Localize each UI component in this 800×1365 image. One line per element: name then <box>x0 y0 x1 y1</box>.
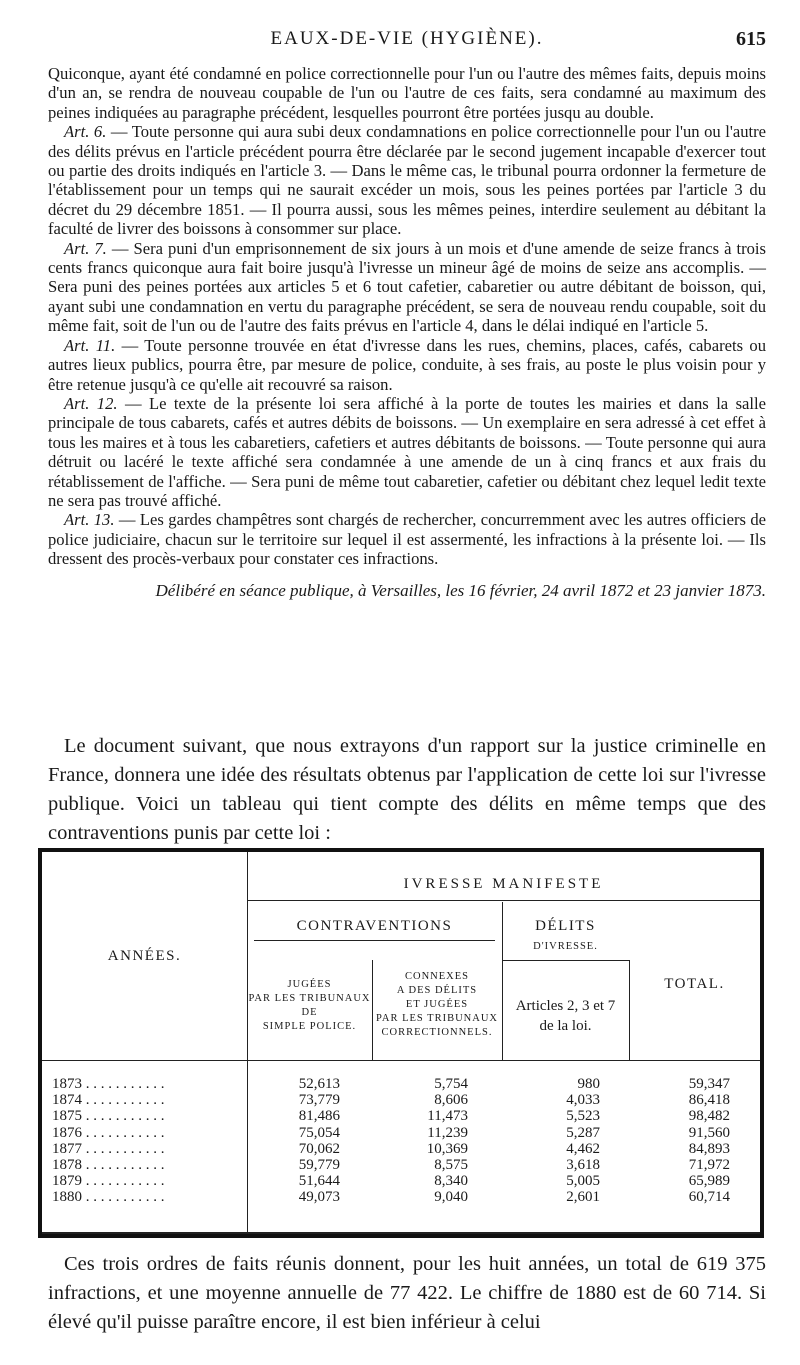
running-head <box>48 28 766 52</box>
header-line: CORRECTIONNELS. <box>381 1027 493 1038</box>
dot-leader: . . . . . . . . . . . <box>82 1092 165 1109</box>
dot-leader: . . . . . . . . . . . <box>82 1157 165 1174</box>
header-line: PAR LES TRIBUNAUX <box>248 993 371 1004</box>
year-cell: 1878 <box>52 1157 82 1174</box>
table-cell: 86,418 <box>688 1092 730 1109</box>
table-cell: 8,575 <box>434 1157 468 1174</box>
table-cell: 91,560 <box>688 1124 730 1141</box>
table-cell: 65,989 <box>688 1173 730 1190</box>
header-total: TOTAL. <box>664 976 725 992</box>
table-cell: 3,618 <box>566 1157 600 1174</box>
article-text: — Toute personne qui aura subi deux condamnations en police correctionnelle pour l'un ou l'autre des délits prévus en l'article précédent pourra être déclarée par le second jugement incapable d'exercer tout ou partie des droits indiqués en l'article 3. — Dans le même cas, le tribunal pourra ordonner la fermeture de l'établissement pour un temps qui ne saurait excéder un mois, sous les peines portées par l'article 3 du décret du 29 décembre 1851. — Il pourra aussi, sous les mêmes peines, interdire seulement au débitant la faculté de livrer des boissons à consommer sur place. <box>48 122 766 239</box>
law-text <box>48 64 766 600</box>
table-row <box>52 1189 242 1205</box>
year-cell: 1873 <box>52 1076 82 1092</box>
law-continuation: Quiconque, ayant été condamné en police correctionnelle pour l'un ou l'autre des mêmes faits, depuis moins d'un an, se rendra de nouveau coupable de l'un ou l'autre de ces faits, sera condamné au maximum des peines indiquées au paragraphe précédent, lesquelles pourront être portées jusqu au double. <box>48 64 766 122</box>
article-text: — Le texte de la présente loi sera affiché à la porte de toutes les mairies et dans la salle principale de tous cabarets, cafés et autres débits de boissons. — Un exemplaire en sera adressé à cet effet à tous les maires et à tous les cabaretiers, cafetiers et autres débitants de boissons. — Toute personne qui aura détruit ou lacéré le texte affiché sera condamnée à une amende de un à cinq francs et aux frais du rétablissement de l'affiche. — Sera puni de même tout cabaretier, cafetier ou débitant chez lequel ledit texte ne sera pas trouvé affiché. <box>48 393 766 510</box>
header-line: ET JUGÉES <box>405 999 469 1010</box>
table-cell: 4,033 <box>566 1092 600 1109</box>
table-row <box>52 1108 242 1124</box>
table-cell: 51,644 <box>298 1173 340 1190</box>
article-text: — Sera puni d'un emprisonnement de six jours à un mois et d'une amende de seize francs à trois cents francs quiconque aura fait boire jusqu'à l'ivresse un mineur âgé de moins de seize ans accomplis. — Sera puni des peines portées aux articles 5 et 6 tout cafetier, cabaretier ou autre débitant de boisson, qui, ayant subi une condamnation en vertu du paragraphe précédent, se sera de nouveau rendu coupable, soit du même fait, soit de l'un ou de l'autre des faits prévus en l'article 4, dans le délai indiqué en l'article 5. <box>48 238 766 336</box>
dot-leader: . . . . . . . . . . . <box>82 1108 165 1125</box>
intro-text: Le document suivant, que nous extrayons d'un rapport sur la justice criminelle en France, donnera une idée des résultats obtenus par l'application de cette loi sur l'ivresse publique. Voici un tableau qui tient compte des délits en même temps que des contraventions punis par cette loi : <box>48 735 766 844</box>
header-delits-sub: D'IVRESSE. <box>533 941 598 952</box>
table-cell: 5,754 <box>434 1076 468 1092</box>
article-13 <box>48 510 766 568</box>
header-line: JUGÉES <box>287 979 332 990</box>
table-row <box>52 1157 242 1173</box>
delits-column <box>502 1076 600 1206</box>
dot-leader: . . . . . . . . . . . <box>82 1173 165 1190</box>
table-cell: 8,340 <box>434 1173 468 1190</box>
header-ivresse-manifeste: IVRESSE MANIFESTE <box>403 876 604 892</box>
dot-leader: . . . . . . . . . . . <box>82 1140 165 1157</box>
article-6 <box>48 122 766 238</box>
closing-paragraph <box>48 1250 766 1337</box>
table-cell: 75,054 <box>298 1124 340 1141</box>
header-line: DE <box>301 1007 318 1018</box>
dot-leader: . . . . . . . . . . . <box>82 1076 165 1092</box>
table-cell: 8,606 <box>434 1092 468 1109</box>
intro-paragraph <box>48 732 766 848</box>
table-cell: 11,239 <box>427 1124 468 1141</box>
table-row <box>52 1092 242 1108</box>
article-text: — Toute personne trouvée en état d'ivresse dans les rues, chemins, places, cafés, cabarets ou autres lieux publics, pourra être, par mesure de police, conduite, à ses frais, au poste le plus voisin pour y être retenue jusqu'à ce qu'elle ait recouvré sa raison. <box>48 335 767 394</box>
table-cell: 5,005 <box>566 1173 600 1190</box>
table-cell: 52,613 <box>298 1076 340 1092</box>
table-cell: 5,523 <box>566 1108 600 1125</box>
dot-leader: . . . . . . . . . . . <box>82 1124 165 1141</box>
table-row <box>52 1076 242 1092</box>
running-title: EAUX-DE-VIE (HYGIÈNE). <box>270 28 544 49</box>
table-cell: 84,893 <box>688 1140 730 1157</box>
law-signature: Délibéré en séance publique, à Versailles, les 16 février, 24 avril 1872 et 23 janvier 1873. <box>155 580 766 600</box>
table-cell: 81,486 <box>298 1108 340 1125</box>
table-cell: 5,287 <box>566 1124 600 1141</box>
header-line: PAR LES TRIBUNAUX <box>375 1013 499 1024</box>
table-cell: 98,482 <box>688 1108 730 1125</box>
table-cell: 71,972 <box>688 1157 730 1174</box>
article-label: Art. 6. <box>64 122 107 142</box>
year-cell: 1879 <box>52 1173 82 1190</box>
table-cell: 9,040 <box>434 1189 468 1206</box>
table-row <box>52 1125 242 1141</box>
header-line: SIMPLE POLICE. <box>262 1021 357 1032</box>
table-cell: 10,369 <box>426 1140 468 1157</box>
table-cell: 4,462 <box>566 1140 600 1157</box>
closing-text: Ces trois ordres de faits réunis donnent, pour les huit années, un total de 619 375 infractions, et une moyenne annuelle de 77 422. Le chiffre de 1880 est de 60 714. Si élevé qu'il puisse paraître encore, il est bien inférieur à celui <box>48 1253 766 1333</box>
table-cell: 980 <box>577 1076 600 1092</box>
header-line: de la loi. <box>539 1018 592 1034</box>
article-label: Art. 13. <box>64 510 115 530</box>
year-cell: 1874 <box>52 1092 82 1109</box>
table-rule <box>42 1232 760 1234</box>
dot-leader: . . . . . . . . . . . <box>82 1189 165 1206</box>
year-column <box>52 1076 242 1206</box>
connexes-column <box>372 1076 468 1206</box>
table-cell: 59,779 <box>298 1157 340 1174</box>
year-cell: 1876 <box>52 1124 82 1141</box>
header-line: Articles 2, 3 et 7 <box>515 998 616 1014</box>
table-row <box>52 1173 242 1189</box>
header-jugees <box>247 978 372 1034</box>
year-cell: 1877 <box>52 1140 82 1157</box>
article-11 <box>48 336 766 394</box>
article-7 <box>48 239 766 336</box>
jugees-column <box>247 1076 340 1206</box>
article-text: — Les gardes champêtres sont chargés de rechercher, concurremment avec les autres officiers de police judiciaire, chacun sur le territoire sur lequel il est assermenté, les infractions à la présente loi. — Ils dressent des procès-verbaux pour constater ces infractions. <box>48 510 767 569</box>
header-line: A DES DÉLITS <box>396 985 478 996</box>
table-rule <box>502 960 629 961</box>
statistics-table <box>38 848 764 1238</box>
table-cell: 11,473 <box>427 1108 468 1125</box>
header-contraventions: CONTRAVENTIONS <box>296 918 453 934</box>
header-annees: ANNÉES. <box>107 948 182 964</box>
table-rule <box>42 1060 760 1061</box>
header-connexes <box>372 970 502 1040</box>
year-cell: 1875 <box>52 1108 82 1125</box>
table-cell: 70,062 <box>298 1140 340 1157</box>
table-cell: 60,714 <box>688 1189 730 1206</box>
table-cell: 49,073 <box>298 1189 340 1206</box>
article-label: Art. 11. <box>64 335 116 355</box>
table-cell: 2,601 <box>566 1189 600 1206</box>
header-brace <box>254 940 495 949</box>
page-number: 615 <box>736 28 766 50</box>
table-cell: 73,779 <box>298 1092 340 1109</box>
article-label: Art. 7. <box>64 238 107 258</box>
table-cell: 59,347 <box>688 1076 730 1092</box>
table-rule <box>247 900 760 901</box>
article-label: Art. 12. <box>64 393 118 413</box>
table-rule <box>629 960 630 1060</box>
header-articles <box>502 996 629 1036</box>
year-cell: 1880 <box>52 1189 82 1206</box>
table-row <box>52 1141 242 1157</box>
header-delits: DÉLITS <box>535 918 596 934</box>
header-line: CONNEXES <box>404 971 469 982</box>
total-column <box>629 1076 730 1206</box>
article-12 <box>48 394 766 510</box>
